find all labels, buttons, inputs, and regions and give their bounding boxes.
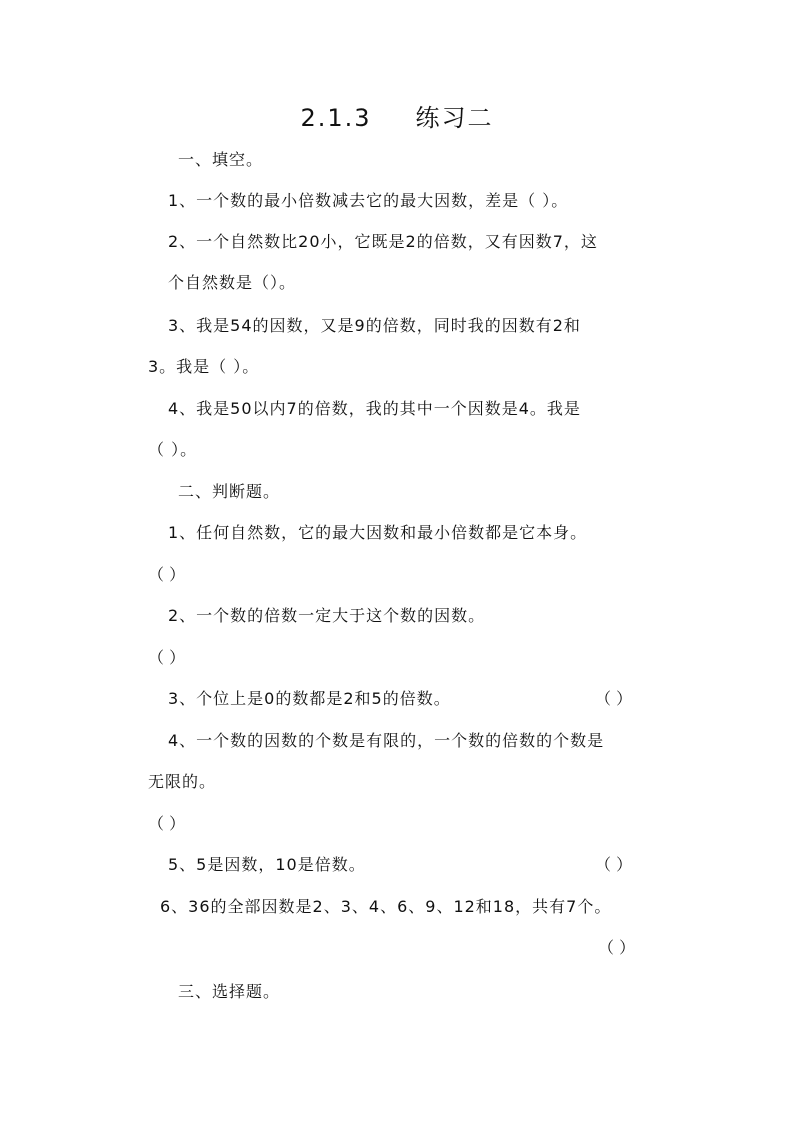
tf-question-6-answer-paren: （ ） <box>598 938 636 957</box>
section-heading-fill-blank: 一、填空。 <box>178 150 264 169</box>
fill-question-4-line-1: 4、我是50以内7的倍数，我的其中一个因数是4。我是 <box>168 399 581 418</box>
page-title <box>0 103 794 133</box>
tf-question-4-line-1: 4、一个数的因数的个数是有限的，一个数的倍数的个数是 <box>168 731 605 750</box>
fill-question-3-line-1: 3、我是54的因数，又是9的倍数，同时我的因数有2和 <box>168 316 581 335</box>
tf-question-6-line-1: 6、36的全部因数是2、3、4、6、9、12和18，共有7个。 <box>160 897 612 916</box>
tf-question-5-line-1: 5、5是因数，10是倍数。 <box>168 855 366 874</box>
fill-question-4-line-2: （ ）。 <box>148 440 198 459</box>
tf-question-4-line-2: 无限的。 <box>148 772 217 791</box>
title-number: 2.1.3 <box>300 104 372 132</box>
tf-question-1-answer-paren: （ ） <box>148 565 186 584</box>
tf-question-2-answer-paren: （ ） <box>148 648 186 667</box>
tf-question-2-line-1: 2、一个数的倍数一定大于这个数的因数。 <box>168 606 486 625</box>
tf-question-3-answer-paren: （ ） <box>595 689 633 708</box>
fill-question-1-line-1: 1、一个数的最小倍数减去它的最大因数，差是（ ）。 <box>168 191 569 210</box>
title-name: 练习二 <box>415 104 494 132</box>
tf-question-1-line-1: 1、任何自然数，它的最大因数和最小倍数都是它本身。 <box>168 523 588 542</box>
tf-question-5-answer-paren: （ ） <box>595 855 633 874</box>
section-heading-multiple-choice: 三、选择题。 <box>178 982 281 1001</box>
fill-question-2-line-2: 个自然数是（）。 <box>168 273 297 292</box>
fill-question-2-line-1: 2、一个自然数比20小，它既是2的倍数，又有因数7，这 <box>168 232 598 251</box>
tf-question-3-line-1: 3、个位上是0的数都是2和5的倍数。 <box>168 689 451 708</box>
section-heading-true-false: 二、判断题。 <box>178 482 281 501</box>
tf-question-4-answer-paren: （ ） <box>148 814 186 833</box>
fill-question-3-line-2: 3。我是（ ）。 <box>148 357 260 376</box>
